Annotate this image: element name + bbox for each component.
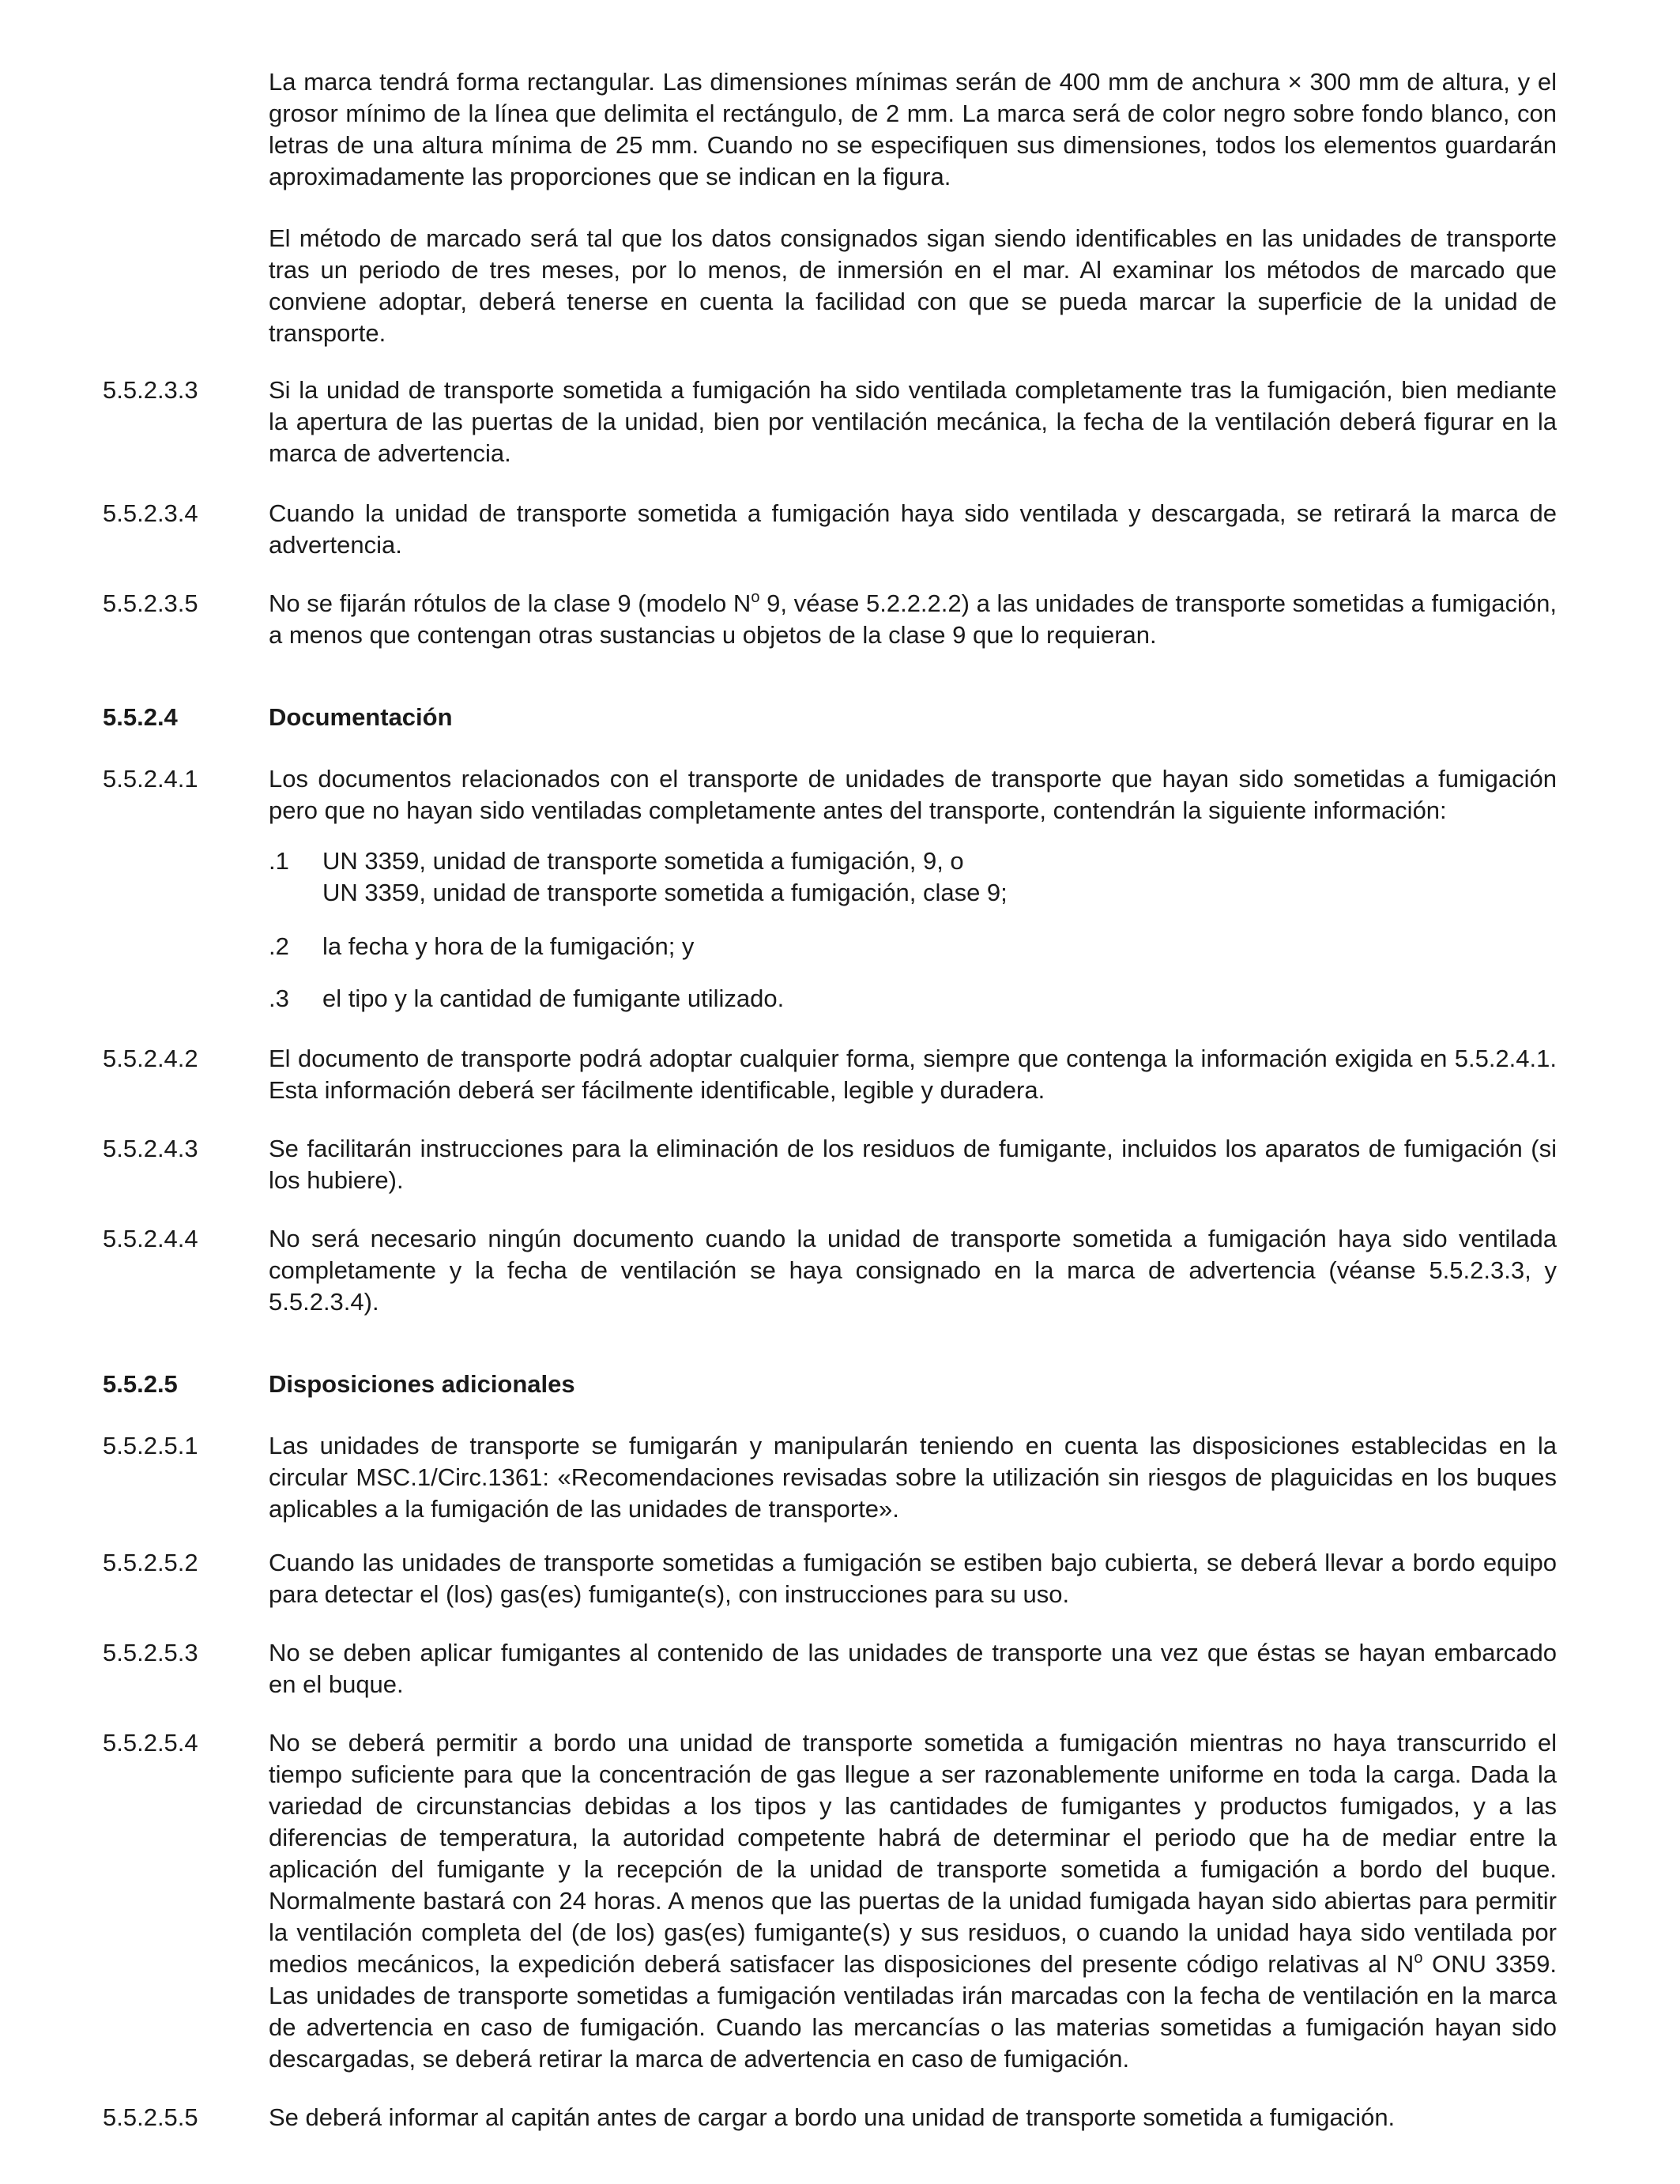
- section-number: 5.5.2.3.5: [103, 589, 198, 617]
- section-text: Las unidades de transporte se fumigarán y manipularán teniendo en cuenta las disposiciones establecidas en la circular MSC.1/Circ.1361: «Recomendaciones revisadas sobre la utilización sin riesgos de plaguicidas en los buques aplicables a la fumigación de las unidades de transporte».: [269, 1432, 1557, 1523]
- section-text: No será necesario ningún documento cuando la unidad de transporte sometida a fumigación haya sido ventilada completamente y la fecha de ventilación se haya consignado en la marca de advertencia (véanse 5.5.2.3.3, y 5.5.2.3.4).: [269, 1225, 1557, 1316]
- section-number: 5.5.2.3.4: [103, 499, 198, 527]
- heading-number: 5.5.2.4: [103, 703, 178, 731]
- section-text: Se facilitarán instrucciones para la eliminación de los residuos de fumigante, incluidos los aparatos de fumigación (si los hubiere).: [269, 1135, 1557, 1194]
- section-number: 5.5.2.3.3: [103, 376, 198, 404]
- heading-title: Documentación: [269, 703, 453, 731]
- heading-number: 5.5.2.5: [103, 1370, 178, 1398]
- section-text: El documento de transporte podrá adoptar cualquier forma, siempre que contenga la información exigida en 5.5.2.4.1. Esta información deberá ser fácilmente identificable, legible y duradera.: [269, 1045, 1557, 1104]
- list-item-text: UN 3359, unidad de transporte sometida a fumigación, clase 9;: [322, 879, 1008, 906]
- section-number: 5.5.2.5.4: [103, 1729, 198, 1757]
- section-text: No se deberá permitir a bordo una unidad de transporte sometida a fumigación mientras no haya transcurrido el tiempo suficiente para que la concentración de gas llegue a ser razonablemente uniforme en toda la carga. Dada la variedad de circunstancias debidas a los tipos y las cantidades de fumigantes y productos fumigados, y a las diferencias de temperatura, la autoridad competente habrá de determinar el periodo que ha de mediar entre la aplicación del fumigante y la recepción de la unidad de transporte sometida a fumigación a bordo del buque. Normalmente bastará con 24 horas. A menos que las puertas de la unidad fumigada hayan sido abiertas para permitir la ventilación completa del (de los) gas(es) fumigante(s) y sus residuos, o cuando la unidad haya sido ventilada por medios mecánicos, la expedición deberá satisfacer las disposiciones del presente código relativas al $N^o$ ONU 3359. Las unidades de transporte sometidas a fumigación ventiladas irán marcadas con la fecha de ventilación en la marca de advertencia en caso de fumigación. Cuando las mercancías o las materias sometidas a fumigación hayan sido descargadas, se deberá retirar la marca de advertencia en caso de fumigación.: [269, 1729, 1557, 2073]
- intro-paragraph-1: La marca tendrá forma rectangular. Las dimensiones mínimas serán de 400 mm de anchura × 300 mm de altura, y el grosor mínimo de la línea que delimita el rectángulo, de 2 mm. La marca será de color negro sobre fondo blanco, con letras de una altura mínima de 25 mm. Cuando no se especifiquen sus dimensiones, todos los elementos guardarán aproximadamente las proporciones que se indican en la figura.: [269, 68, 1557, 190]
- intro-paragraph-2: El método de marcado será tal que los datos consignados sigan siendo identificables en las unidades de transporte tras un periodo de tres meses, por lo menos, de inmersión en el mar. Al examinar los métodos de marcado que conviene adoptar, deberá tenerse en cuenta la facilidad con que se pueda marcar la superficie de la unidad de transporte.: [269, 224, 1557, 347]
- section-number: 5.5.2.4.3: [103, 1135, 198, 1162]
- section-text: Cuando la unidad de transporte sometida a fumigación haya sido ventilada y descargada, se retirará la marca de advertencia.: [269, 499, 1557, 559]
- list-item-text: la fecha y hora de la fumigación; y: [322, 932, 695, 960]
- section-number: 5.5.2.4.2: [103, 1045, 198, 1072]
- heading-title: Disposiciones adicionales: [269, 1370, 575, 1398]
- section-text: Los documentos relacionados con el transporte de unidades de transporte que hayan sido sometidas a fumigación pero que no hayan sido ventiladas completamente antes del transporte, contendrán la siguiente información:: [269, 765, 1557, 824]
- list-item-number: .2: [269, 932, 289, 960]
- section-number: 5.5.2.5.3: [103, 1639, 198, 1666]
- section-text: Si la unidad de transporte sometida a fumigación ha sido ventilada completamente tras la fumigación, bien mediante la apertura de las puertas de la unidad, bien por ventilación mecánica, la fecha de la ventilación deberá figurar en la marca de advertencia.: [269, 376, 1557, 467]
- list-item-text: UN 3359, unidad de transporte sometida a fumigación, 9, o: [322, 847, 964, 875]
- list-item-number: .1: [269, 847, 289, 875]
- section-text: Cuando las unidades de transporte sometidas a fumigación se estiben bajo cubierta, se deberá llevar a bordo equipo para detectar el (los) gas(es) fumigante(s), con instrucciones para su uso.: [269, 1549, 1557, 1608]
- section-number: 5.5.2.5.5: [103, 2103, 198, 2131]
- section-number: 5.5.2.4.1: [103, 765, 198, 793]
- section-number: 5.5.2.5.1: [103, 1432, 198, 1459]
- list-item-number: .3: [269, 985, 289, 1012]
- list-item-text: el tipo y la cantidad de fumigante utilizado.: [322, 985, 785, 1012]
- section-number: 5.5.2.5.2: [103, 1549, 198, 1576]
- section-text: No se fijarán rótulos de la clase 9 (modelo $N^o$ 9, véase 5.2.2.2.2) a las unidades de transporte sometidas a fumigación, a menos que contengan otras sustancias u objetos de la clase 9 que lo requieran.: [269, 589, 1557, 649]
- section-text: No se deben aplicar fumigantes al contenido de las unidades de transporte una vez que éstas se hayan embarcado en el buque.: [269, 1639, 1557, 1698]
- section-number: 5.5.2.4.4: [103, 1225, 198, 1252]
- section-text: Se deberá informar al capitán antes de cargar a bordo una unidad de transporte sometida a fumigación.: [269, 2103, 1396, 2131]
